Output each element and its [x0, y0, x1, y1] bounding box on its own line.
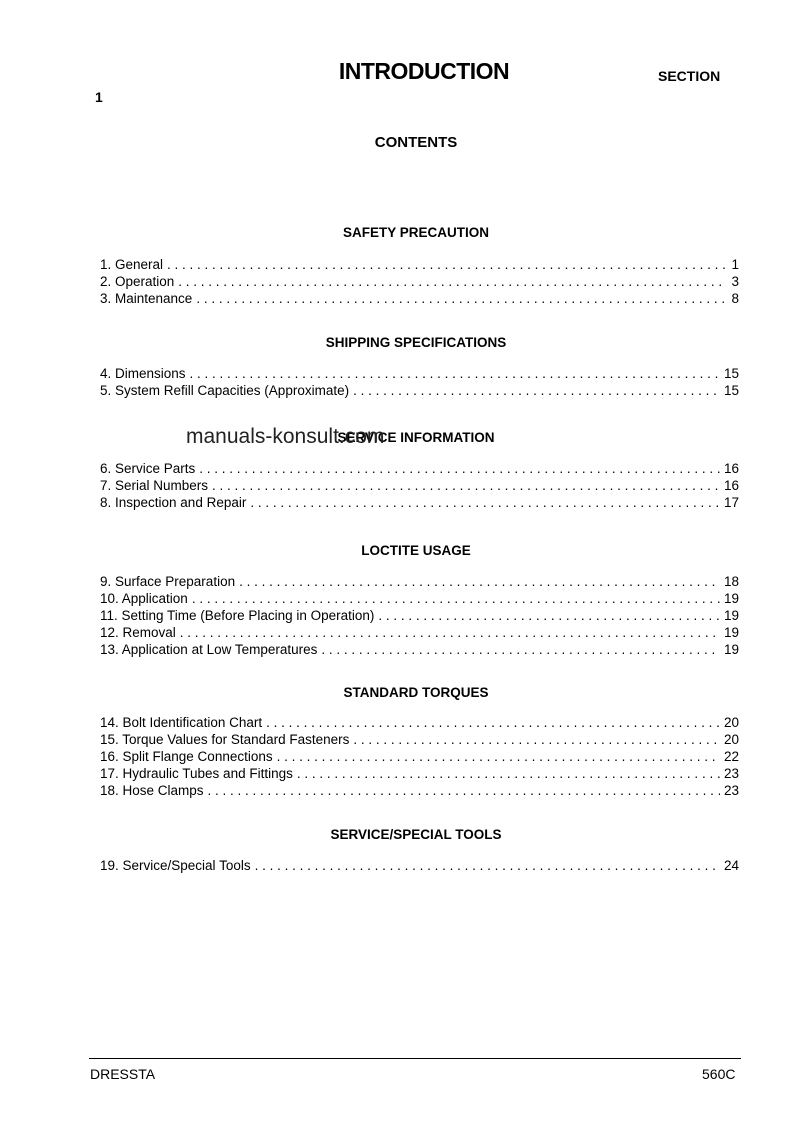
toc-entry-page: 19	[723, 625, 739, 640]
leader-dots	[190, 365, 720, 382]
toc-entry[interactable]	[100, 382, 739, 399]
toc-entry[interactable]	[100, 748, 739, 765]
toc-entry-page: 20	[723, 732, 739, 747]
toc-entry[interactable]	[100, 365, 739, 382]
leader-dots	[212, 477, 720, 494]
toc-entry-label: 19. Service/Special Tools	[100, 858, 251, 873]
toc-entry-page: 16	[723, 478, 739, 493]
leader-dots	[378, 607, 720, 624]
toc-entry[interactable]	[100, 624, 739, 641]
leader-dots	[208, 782, 720, 799]
toc-entry-label: 12. Removal	[100, 625, 176, 640]
toc-entry[interactable]	[100, 477, 739, 494]
group-heading: SHIPPING SPECIFICATIONS	[325, 335, 507, 350]
group-heading: SERVICE INFORMATION	[337, 430, 495, 445]
toc-entry[interactable]	[100, 641, 739, 658]
toc-entry-label: 7. Serial Numbers	[100, 478, 209, 493]
page-title: INTRODUCTION	[338, 58, 510, 84]
group-heading: SERVICE/SPECIAL TOOLS	[330, 827, 502, 842]
toc-entry-page: 8	[731, 291, 739, 306]
leader-dots	[353, 731, 720, 748]
toc-entry-label: 13. Application at Low Temperatures	[100, 642, 318, 657]
section-label: SECTION	[658, 68, 721, 84]
toc-entry[interactable]	[100, 460, 739, 477]
toc-entry[interactable]	[100, 714, 739, 731]
watermark: manuals-konsult.com	[186, 425, 385, 448]
toc-entry-page: 15	[723, 383, 739, 398]
toc-entry[interactable]	[100, 573, 739, 590]
toc-entry-label: 11. Setting Time (Before Placing in Operation)	[100, 608, 375, 623]
toc-entry-label: 16. Split Flange Connections	[100, 749, 273, 764]
toc-entry[interactable]	[100, 765, 739, 782]
contents-heading: CONTENTS	[374, 134, 458, 151]
toc-entry-label: 6. Service Parts	[100, 461, 196, 476]
group-heading: STANDARD TORQUES	[343, 685, 489, 700]
toc-entry[interactable]	[100, 590, 739, 607]
toc-entry-label: 4. Dimensions	[100, 366, 186, 381]
leader-dots	[199, 460, 720, 477]
toc-entry-label: 5. System Refill Capacities (Approximate)	[100, 383, 350, 398]
toc-entry-page: 19	[723, 591, 739, 606]
toc-entry-page: 17	[723, 495, 739, 510]
toc-entry-page: 15	[723, 366, 739, 381]
footer-divider	[89, 1058, 741, 1059]
footer-model: 560C	[702, 1066, 736, 1082]
toc-entry[interactable]	[100, 256, 739, 273]
leader-dots	[277, 748, 720, 765]
toc-entry-label: 1. General	[100, 257, 164, 272]
toc-entry-label: 15. Torque Values for Standard Fasteners	[100, 732, 350, 747]
toc-entry-page: 3	[731, 274, 739, 289]
leader-dots	[180, 624, 720, 641]
toc-entry-page: 22	[723, 749, 739, 764]
leader-dots	[321, 641, 720, 658]
toc-entry[interactable]	[100, 273, 739, 290]
leader-dots	[196, 290, 727, 307]
section-number: 1	[95, 89, 103, 105]
toc-entry-label: 9. Surface Preparation	[100, 574, 236, 589]
toc-entry[interactable]	[100, 731, 739, 748]
toc-entry-label: 14. Bolt Identification Chart	[100, 715, 263, 730]
leader-dots	[255, 857, 720, 874]
toc-entry[interactable]	[100, 290, 739, 307]
toc-entry-page: 19	[723, 642, 739, 657]
toc-entry-label: 18. Hose Clamps	[100, 783, 204, 798]
toc-entry[interactable]	[100, 782, 739, 799]
toc-entry-label: 3. Maintenance	[100, 291, 193, 306]
toc-entry-page: 16	[723, 461, 739, 476]
leader-dots	[192, 590, 720, 607]
leader-dots	[239, 573, 720, 590]
toc-entry-label: 8. Inspection and Repair	[100, 495, 247, 510]
toc-entry-label: 10. Application	[100, 591, 188, 606]
toc-entry-label: 17. Hydraulic Tubes and Fittings	[100, 766, 293, 781]
toc-entry[interactable]	[100, 607, 739, 624]
leader-dots	[266, 714, 720, 731]
toc-entry-page: 23	[723, 766, 739, 781]
group-heading: LOCTITE USAGE	[361, 543, 471, 558]
toc-entry-page: 23	[723, 783, 739, 798]
toc-entry[interactable]	[100, 494, 739, 511]
toc-entry-page: 1	[731, 257, 739, 272]
toc-entry-page: 18	[723, 574, 739, 589]
group-heading: SAFETY PRECAUTION	[342, 225, 489, 240]
leader-dots	[250, 494, 720, 511]
toc-entry[interactable]	[100, 857, 739, 874]
toc-entry-page: 24	[723, 858, 739, 873]
toc-entry-page: 19	[723, 608, 739, 623]
leader-dots	[167, 256, 727, 273]
footer-brand: DRESSTA	[90, 1066, 156, 1082]
toc-entry-label: 2. Operation	[100, 274, 175, 289]
leader-dots	[178, 273, 727, 290]
toc-entry-page: 20	[723, 715, 739, 730]
leader-dots	[297, 765, 720, 782]
leader-dots	[353, 382, 720, 399]
